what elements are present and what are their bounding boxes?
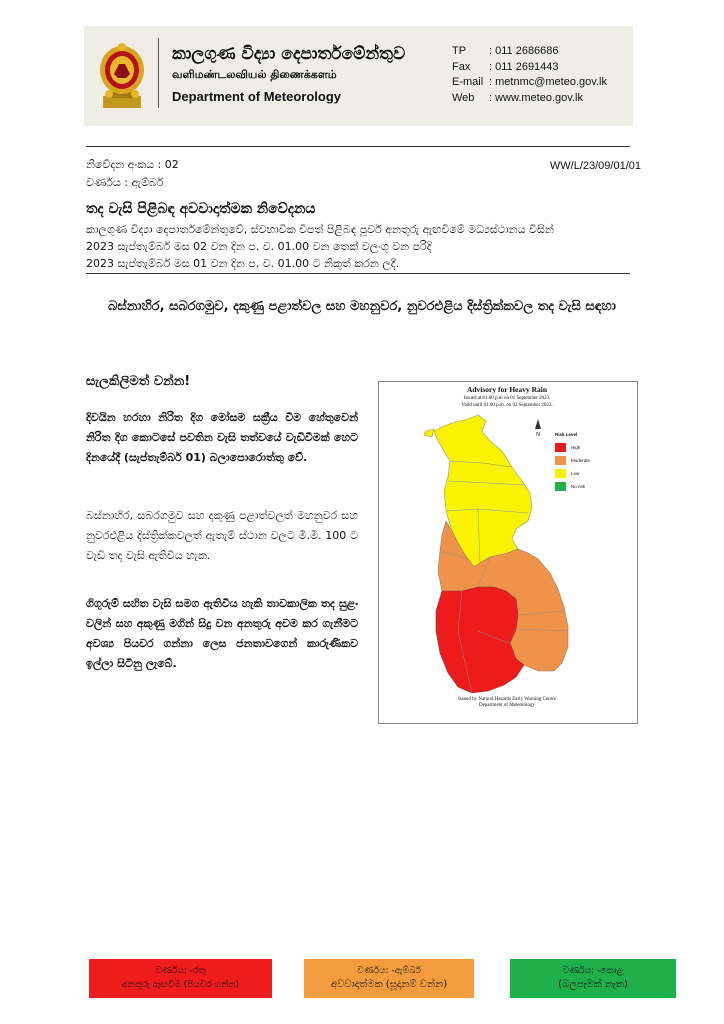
legend-item-high: High [555,441,590,454]
map-title: Advisory for Heavy Rain [466,385,548,394]
paragraph-2: බස්නාහිර, සබරගමුව සහ දකුණු පළාත්වලත් මහනුවර සහ නුවරඑළිය දිස්ත්‍රික්කවලත් ඇතැම් ස්ථාන වලට මි.මී. 100 ට වැඩි තද වැසි ඇතිවිය හැක. [86,509,358,562]
swatch-no-risk [555,482,566,491]
legend-item-low: Low [555,467,590,480]
reference-number: WW/L/23/09/01/01 [549,160,641,172]
contact-fax: Fax : 011 2691443 [452,60,559,73]
divider-bottom [86,273,630,274]
department-name-english: Department of Meteorology [172,89,342,104]
districts-heading: බස්නාහිර, සබරගමුව, දකුණු පළාත්වල සහ මහනුවර, නුවරඑළිය දිස්ත්‍රික්කවල තද වැසි සඳහා [108,299,616,314]
national-emblem-icon [97,40,147,110]
colour-code: වර්ණය : ඇම්බර් [86,176,164,189]
legend-title: Risk Level [555,432,578,437]
department-name-tamil: வளிமண்டலவியல் திணைக்களம் [172,68,337,81]
map-valid: Valid until 01.00 p.m. on 02 September 2023. [461,403,553,408]
map-issued: Issued at 01.00 p.m on 01 September 2023. [463,396,551,401]
legend-item-moderate: Moderate [555,454,590,467]
contact-block [452,44,607,106]
header-divider [158,38,159,108]
paragraph-3: ගිගුරුම් සහිත වැසි සමග ඇතිවිය හැකි තාවකාලික තද සුළං වලින් සහ අකුණු මගින් සිදු වන අනතුරු අවම කර ගැනීමට අවශ්‍ය පියවර ගන්නා ලෙස ජනතාවගෙන් කාරුණිකව ඉල්ලා සිටිනු ලැබේ. [86,597,358,670]
divider-top [86,146,630,147]
paragraph-1: දිවයින හරහා නිරිත දිග මෝසම සක්‍රීය වීම හේතුවෙන් නිරිත දිග කොටසේ පවතින වැසි තත්වයේ වැඩිවීමක් හෙට දිනයේදී (සැප්තැම්බර් 01) බලාපොරොත්තු වේ. [86,411,358,464]
svg-text:N: N [536,432,540,438]
region-high [436,587,524,693]
colour-key-red: වර්ණය: -රතු අනතුරු ඇඟවීම (පියවර ගන්න) [89,959,272,998]
contact-email[interactable]: E-mail : metnmc@meteo.gov.lk [452,76,607,88]
region-low-islands [424,429,434,437]
map-footer: Issued by Natural Hazards Early Warning Centre Department of Meteorology [458,697,556,708]
contact-web[interactable]: Web : www.meteo.gov.lk [452,91,583,104]
north-arrow-icon [535,419,541,438]
swatch-high [555,443,566,452]
colour-key-green: වර්ණය: -කොළ (බලපෑමක් නැත) [510,959,676,998]
legend-item-no-risk: No risk [555,480,590,493]
attention-heading: සැලකිලිමත් වන්න! [86,374,191,389]
swatch-low [555,469,566,478]
notice-intro: කාලගුණ විද්‍යා දෙපාර්තමේන්තුවේ, ස්වභාවික විපත් පිළිබඳ පූර්ව අනතුරු ඇඟවීමේ මධ්‍යස්ථානය විසින් 2023 සැප්තැම්බර් මස 02 වන දින ප. ව. 01.00 වන තෙක් වලංගු වන පරිදි 2023 සැප්තැම්බර් මස 01 වන දින ප. ව. 01.00 ට නිකුත් කරන ලදී. [86,223,554,270]
sri-lanka-risk-map [378,381,636,722]
department-name-sinhala: කාලගුණ විද්‍යා දෙපාර්තමේන්තුව [172,44,406,64]
map-legend [555,432,590,493]
swatch-moderate [555,456,566,465]
issue-number: නිවේදන අංකය : 02 [86,158,179,171]
colour-key-amber: වර්ණය: -ඇම්බර් අවවාදාත්මක (සූදානම් වන්න) [304,959,474,998]
notice-title: තද වැසි පිළිබඳ අවවාදාත්මක නිවේදනය [86,201,316,217]
contact-tp: TP : 011 2686686 [452,45,559,57]
